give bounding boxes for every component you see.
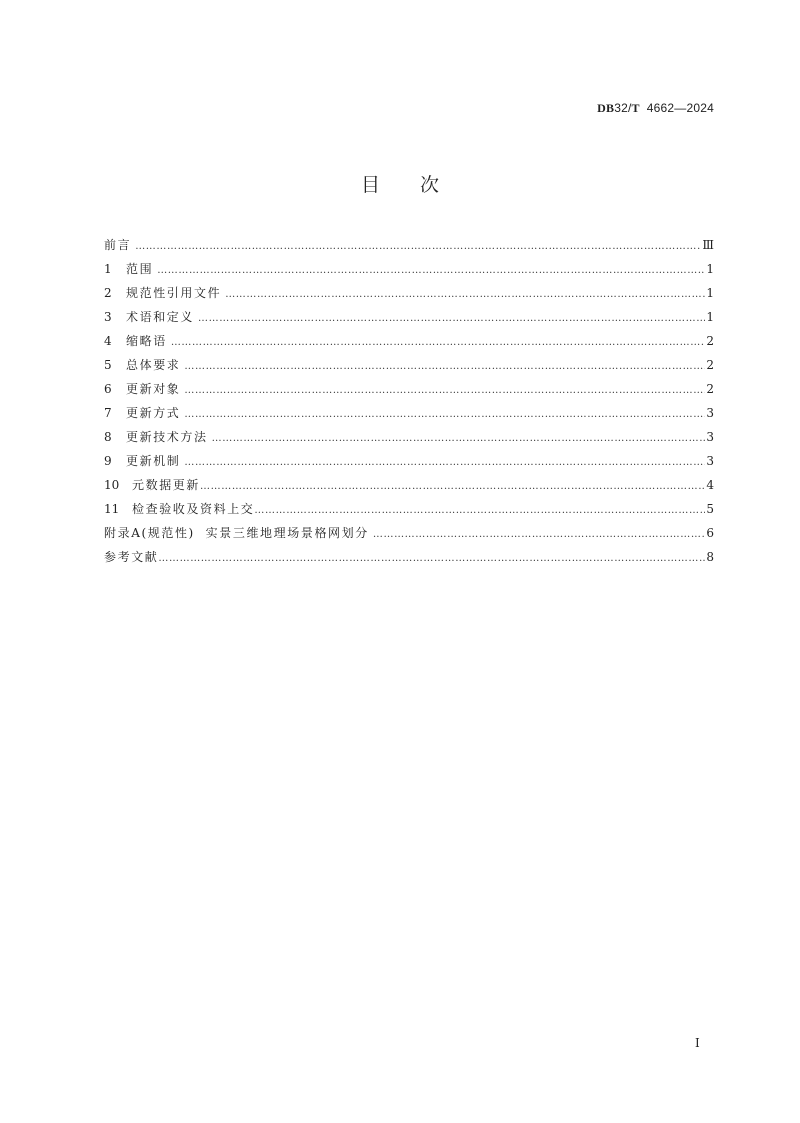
code-mid: 32/ [614,101,632,115]
toc-label: 总体要求 [126,358,181,372]
toc-page: 5 [706,502,714,516]
toc-page: 3 [706,430,714,444]
toc-entry-10[interactable] [104,475,714,499]
toc-leader [184,381,705,401]
toc-page: 1 [706,262,714,276]
code-t: T [631,101,640,115]
toc-leader [200,477,705,497]
toc-label: 缩略语 [126,334,167,348]
toc-leader [135,237,701,257]
toc-label: 更新方式 [126,406,181,420]
toc-page: 4 [706,478,714,492]
toc-page: 1 [706,310,714,324]
toc-num: 9 [104,454,112,468]
toc-label: 更新机制 [126,454,181,468]
toc-entry-3[interactable] [104,307,714,331]
toc-label: 参考文献 [104,550,159,564]
toc-num: 4 [104,334,112,348]
code-number: 4662—2024 [646,101,714,115]
toc-page: 8 [706,550,714,564]
toc-leader [212,429,706,449]
toc-label: 检查验收及资料上交 [132,502,255,516]
toc-label: 元数据更新 [132,478,201,492]
toc-entry-11[interactable] [104,499,714,523]
toc-num: 5 [104,358,112,372]
table-of-contents [104,235,714,571]
toc-leader [198,309,705,329]
toc-page: Ⅲ [702,238,714,252]
toc-leader [254,501,705,521]
toc-entry-appendix-a[interactable] [104,523,714,547]
toc-page: 6 [706,526,714,540]
toc-page: 1 [706,286,714,300]
toc-page: 2 [706,382,714,396]
toc-num: 6 [104,382,112,396]
toc-num: 2 [104,286,112,300]
toc-num: 11 [104,502,120,516]
toc-page: 3 [706,406,714,420]
toc-num: 8 [104,430,112,444]
toc-label: 规范性引用文件 [126,286,222,300]
toc-entry-5[interactable] [104,355,714,379]
toc-label: 附录A(规范性) 实景三维地理场景格网划分 [104,526,369,540]
toc-entry-1[interactable] [104,259,714,283]
page-number: I [695,1036,700,1050]
code-prefix: DB [597,101,615,115]
toc-leader [184,405,705,425]
toc-num: 7 [104,406,112,420]
toc-page: 3 [706,454,714,468]
toc-label: 前言 [104,238,132,252]
title-char-1: 目 [360,174,380,196]
toc-entry-preface[interactable] [104,235,714,259]
toc-num: 1 [104,262,112,276]
toc-entry-6[interactable] [104,379,714,403]
toc-leader [373,525,705,545]
toc-leader [225,285,705,305]
toc-entry-2[interactable] [104,283,714,307]
toc-entry-9[interactable] [104,451,714,475]
toc-entry-4[interactable] [104,331,714,355]
toc-entry-8[interactable] [104,427,714,451]
standard-code [597,101,714,116]
toc-label: 更新对象 [126,382,181,396]
toc-leader [184,453,705,473]
toc-leader [158,549,705,569]
toc-leader [171,333,706,353]
toc-label: 更新技术方法 [126,430,208,444]
toc-label: 范围 [126,262,154,276]
toc-num: 10 [104,478,120,492]
toc-page: 2 [706,358,714,372]
toc-page: 2 [706,334,714,348]
toc-num: 3 [104,310,112,324]
page-title [0,170,800,197]
toc-entry-references[interactable] [104,547,714,571]
toc-entry-7[interactable] [104,403,714,427]
toc-label: 术语和定义 [126,310,195,324]
toc-leader [184,357,705,377]
title-char-2: 次 [420,174,440,196]
toc-leader [157,261,705,281]
